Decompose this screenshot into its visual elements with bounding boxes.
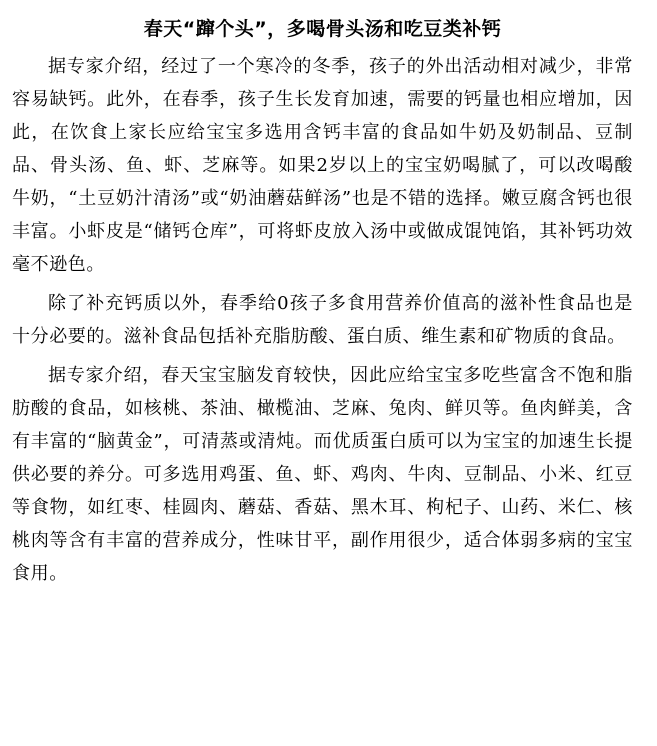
paragraph-brain-development: 据专家介绍，春天宝宝脑发育较快，因此应给宝宝多吃些富含不饱和脂肪酸的食品，如核桃、茶油、橄榄油、芝麻、兔肉、鲜贝等。鱼肉鲜美，含有丰富的“脑黄金”，可清蒸或清炖。而优质蛋白质可以为宝宝的加速生长提供必要的养分。可多选用鸡蛋、鱼、虾、鸡肉、牛肉、豆制品、小米、红豆等食物，如红枣、桂圆肉、蘑菇、香菇、黑木耳、枸杞子、山药、米仁、核桃肉等含有丰富的营养成分，性味甘平，副作用很少，适合体弱多病的宝宝食用。 <box>12 365 633 584</box>
document-title: 春天“蹿个头”，多喝骨头汤和吃豆类补钙 <box>143 18 502 40</box>
paragraph-nourishing-food: 除了补充钙质以外，春季给0孩子多食用营养价值高的滋补性食品也是十分必要的。滋补食品包括补充脂肪酸、蛋白质、维生素和矿物质的食品。 <box>12 293 633 347</box>
paragraph-calcium: 据专家介绍，经过了一个寒冷的冬季，孩子的外出活动相对减少，非常容易缺钙。此外，在春季，孩子生长发育加速，需要的钙量也相应增加，因此，在饮食上家长应给宝宝多选用含钙丰富的食品如牛奶及奶制品、豆制品、骨头汤、鱼、虾、芝麻等。如果2岁以上的宝宝奶喝腻了，可以改喝酸牛奶，“土豆奶汁清汤”或“奶油蘑菇鲜汤”也是不错的选择。嫩豆腐含钙也很丰富。小虾皮是“储钙仓库”，可将虾皮放入汤中或做成馄饨馅，其补钙功效毫不逊色。 <box>12 56 633 275</box>
